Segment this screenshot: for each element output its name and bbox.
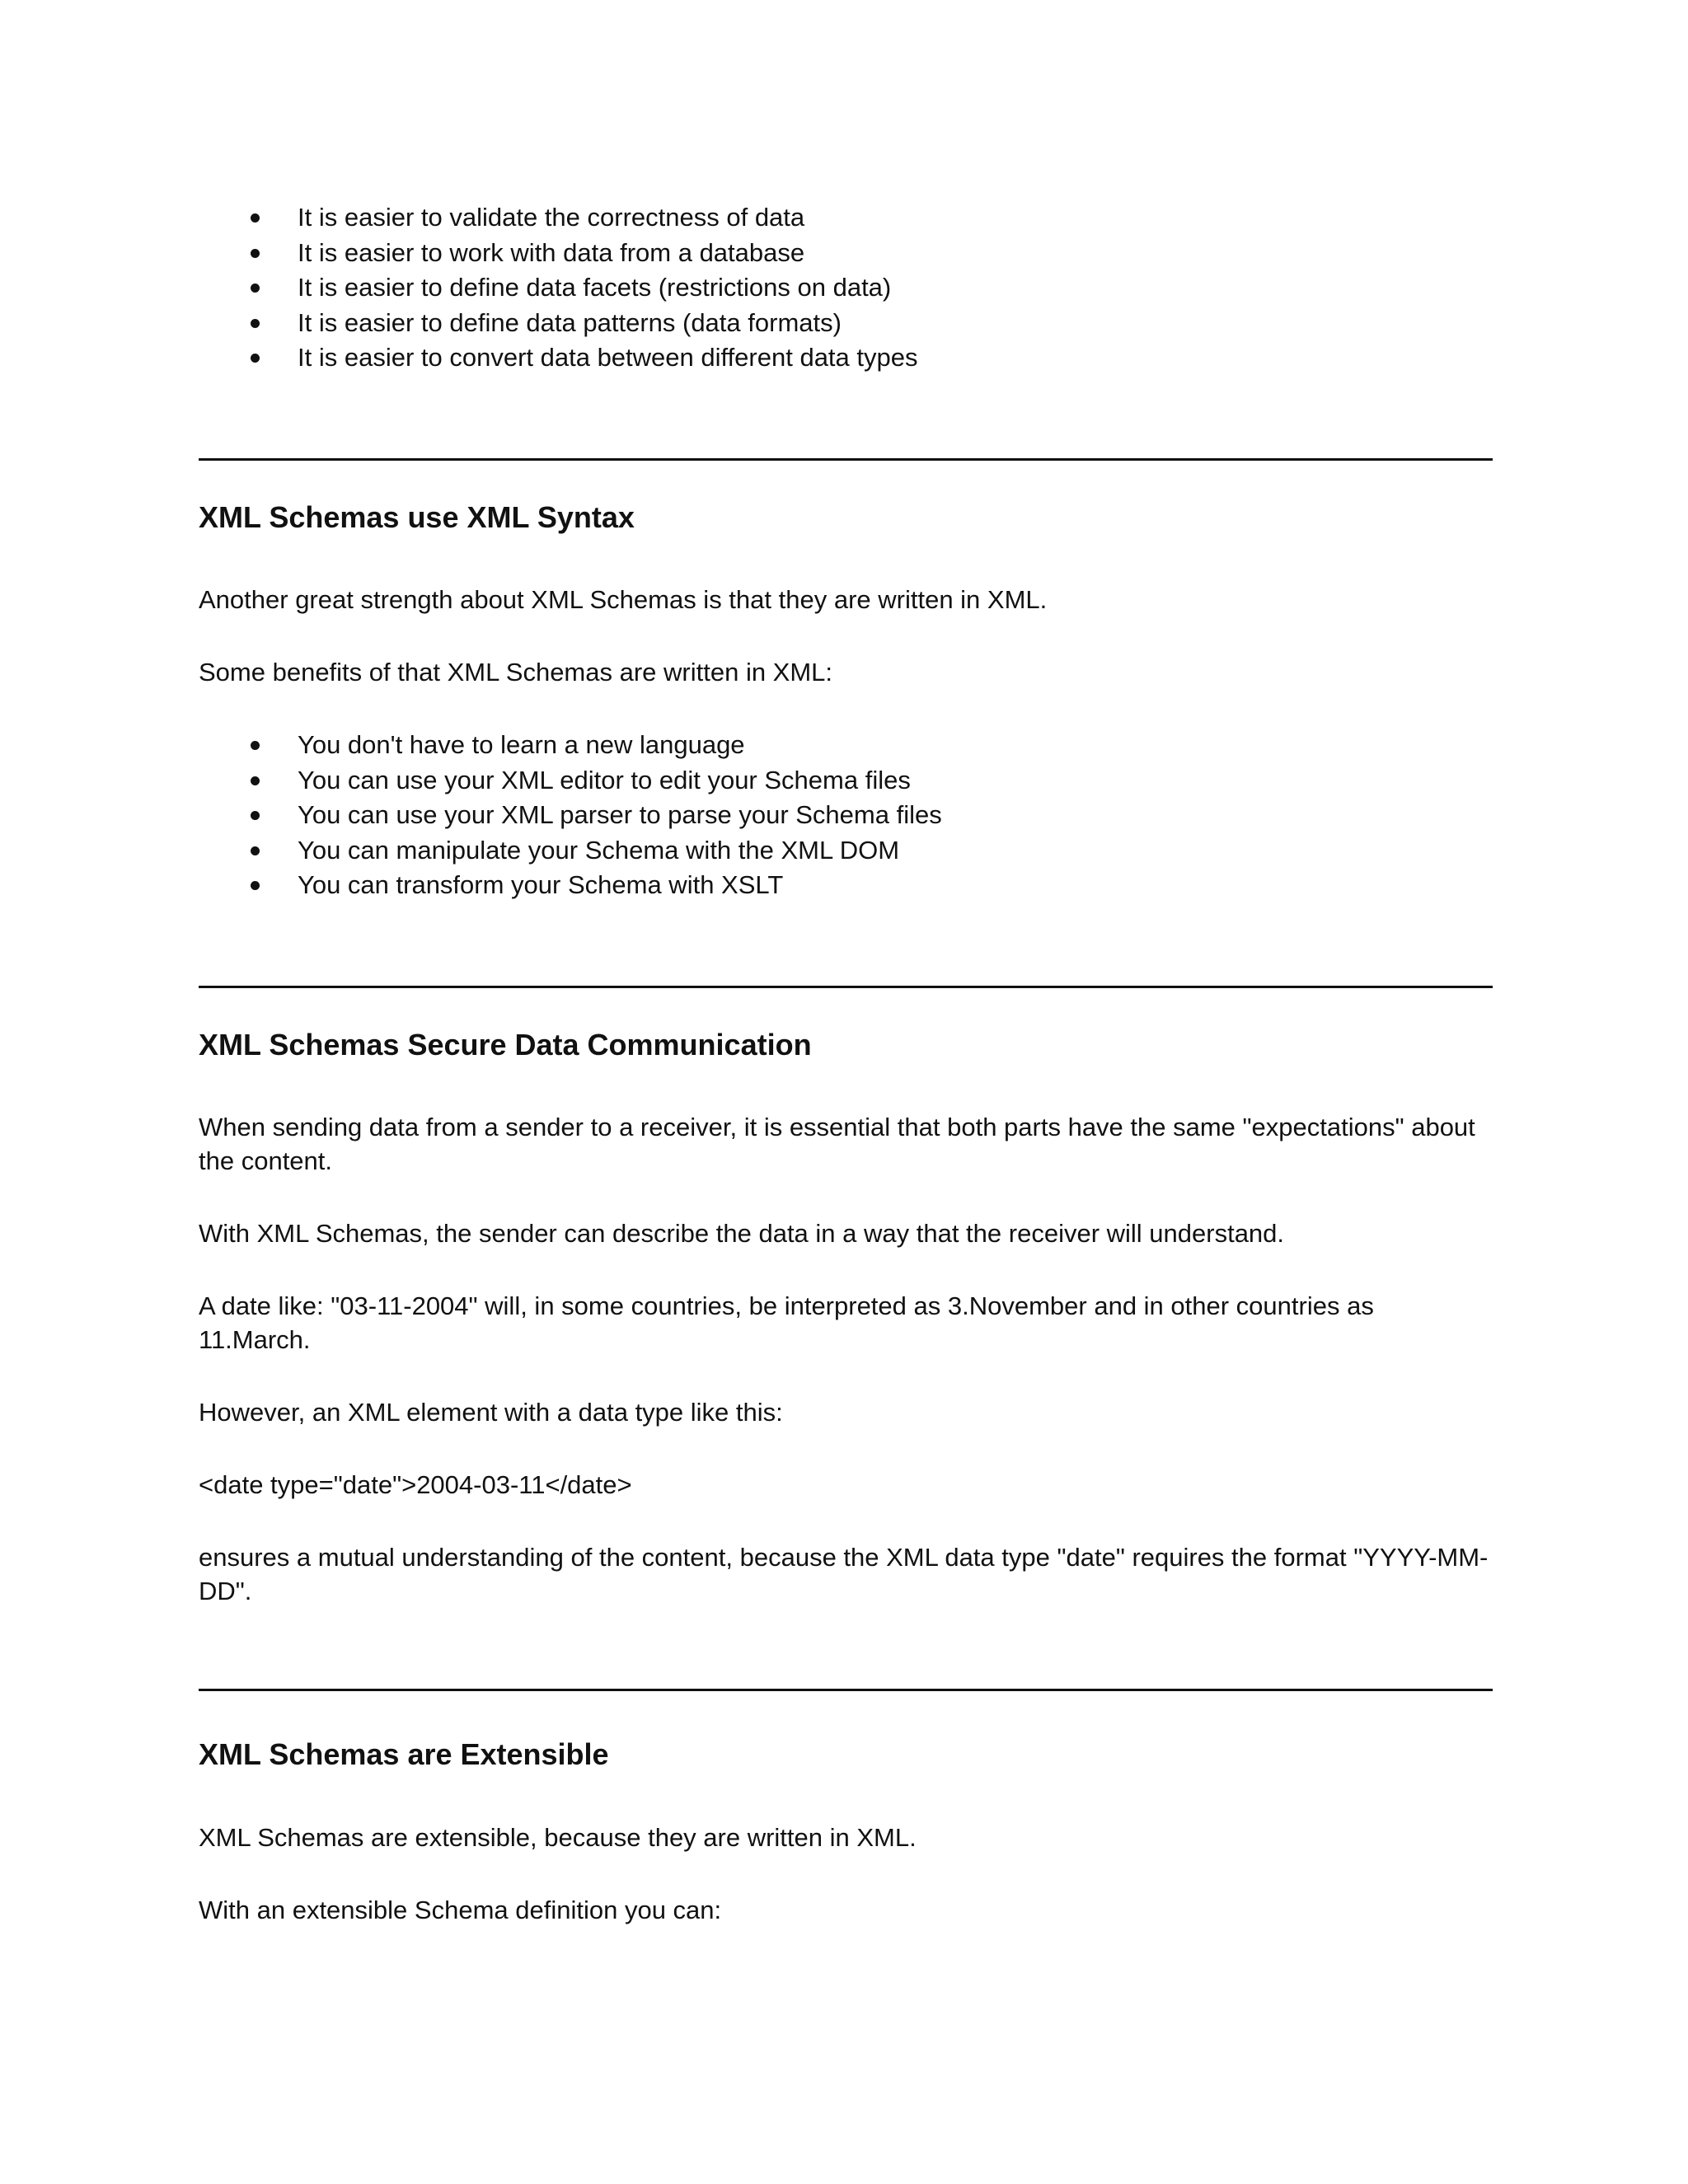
paragraph-line: When sending data from a sender to a receiver, it is essential that both parts have the same "expectations" about (199, 1113, 1475, 1141)
section-divider (199, 1689, 1493, 1691)
paragraph-line: DD". (199, 1577, 252, 1605)
paragraph: XML Schemas are extensible, because they are written in XML. (199, 1823, 917, 1852)
document-page (199, 0, 1493, 2184)
section-heading-extensible: XML Schemas are Extensible (199, 1737, 609, 1771)
list-item: You can transform your Schema with XSLT (199, 868, 942, 903)
list-item: It is easier to work with data from a database (199, 236, 918, 271)
list-item: It is easier to define data patterns (data formats) (199, 306, 918, 341)
intro-bullet-list (199, 200, 918, 376)
paragraph: With XML Schemas, the sender can describe the data in a way that the receiver will understand. (199, 1219, 1285, 1248)
paragraph: However, an XML element with a data type like this: (199, 1398, 783, 1427)
paragraph: Some benefits of that XML Schemas are written in XML: (199, 658, 833, 687)
section-divider (199, 458, 1493, 461)
paragraph-line: A date like: "03-11-2004" will, in some countries, be interpreted as 3.November and in other countries as (199, 1291, 1374, 1320)
section-heading-secure: XML Schemas Secure Data Communication (199, 1028, 812, 1062)
list-item: You can use your XML parser to parse your Schema files (199, 798, 942, 833)
list-item: It is easier to validate the correctness of data (199, 200, 918, 236)
list-item: You can use your XML editor to edit your Schema files (199, 763, 942, 799)
paragraph: Another great strength about XML Schemas is that they are written in XML. (199, 585, 1048, 614)
list-item: It is easier to define data facets (restrictions on data) (199, 270, 918, 306)
paragraph-line: the content. (199, 1146, 333, 1175)
section-divider (199, 986, 1493, 988)
list-item: You can manipulate your Schema with the XML DOM (199, 833, 942, 869)
paragraph-line: ensures a mutual understanding of the content, because the XML data type "date" requires the format "YYYY-MM- (199, 1543, 1489, 1572)
code-example: <date type="date">2004-03-11</date> (199, 1470, 632, 1499)
syntax-benefits-list (199, 728, 942, 903)
paragraph: With an extensible Schema definition you can: (199, 1896, 722, 1924)
section-heading-syntax: XML Schemas use XML Syntax (199, 500, 635, 534)
list-item: You don't have to learn a new language (199, 728, 942, 763)
paragraph-line: 11.March. (199, 1325, 311, 1354)
list-item: It is easier to convert data between different data types (199, 340, 918, 376)
